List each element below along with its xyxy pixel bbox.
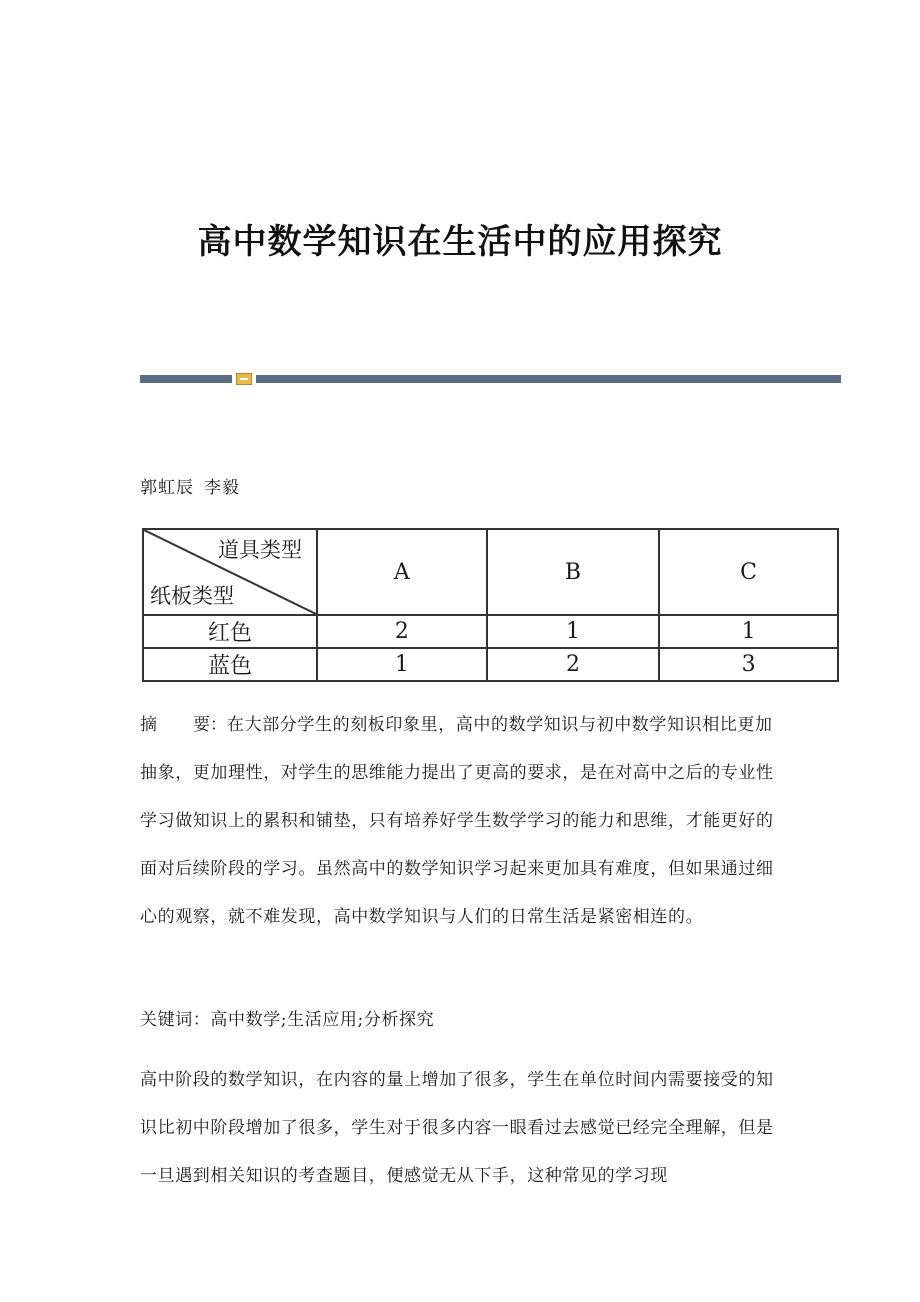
author-name: 李毅 — [204, 478, 240, 498]
table-row — [143, 648, 838, 681]
abstract — [140, 701, 780, 941]
corner-bottom-label: 纸板类型 — [150, 584, 234, 608]
title-rule-left — [140, 375, 232, 383]
table-row — [143, 615, 838, 648]
authors — [140, 473, 240, 498]
keywords-text: 高中数学;生活应用;分析探究 — [210, 1010, 435, 1030]
row-label: 蓝色 — [143, 648, 317, 681]
column-header: C — [659, 529, 838, 615]
rule-ornament-icon — [236, 373, 252, 385]
keywords-label: 关键词： — [140, 1010, 211, 1030]
table-header-row — [143, 529, 838, 615]
table-cell: 1 — [659, 615, 838, 648]
keywords — [140, 996, 780, 1044]
author-name: 郭虹辰 — [140, 478, 194, 498]
table-cell: 1 — [317, 648, 487, 681]
data-table — [142, 528, 839, 682]
abstract-text: 在大部分学生的刻板印象里，高中的数学知识与初中数学知识相比更加抽象，更加理性，对学生的思维能力提出了更高的要求，是在对高中之后的专业性学习做知识上的累积和铺垫，只有培养好学生数学学习的能力和思维，才能更好的面对后续阶段的学习。虽然高中的数学知识学习起来更加具有难度，但如果通过细心的观察，就不难发现，高中数学知识与人们的日常生活是紧密相连的。 — [140, 715, 774, 927]
table-corner-cell — [143, 529, 317, 615]
page-title: 高中数学知识在生活中的应用探究 — [197, 222, 723, 262]
column-header: B — [487, 529, 659, 615]
table-cell: 1 — [487, 615, 659, 648]
table-cell: 2 — [317, 615, 487, 648]
table-cell: 2 — [487, 648, 659, 681]
corner-top-label: 道具类型 — [218, 538, 302, 562]
row-label: 红色 — [143, 615, 317, 648]
column-header: A — [317, 529, 487, 615]
title-rule-right — [256, 375, 841, 383]
body-paragraph: 高中阶段的数学知识，在内容的量上增加了很多，学生在单位时间内需要接受的知识比初中阶段增加了很多，学生对于很多内容一眼看过去感觉已经完全理解，但是一旦遇到相关知识的考查题目，便感觉无从下手，这种常见的学习现 — [140, 1070, 774, 1186]
table-cell: 3 — [659, 648, 838, 681]
abstract-label: 摘 要： — [140, 715, 227, 735]
